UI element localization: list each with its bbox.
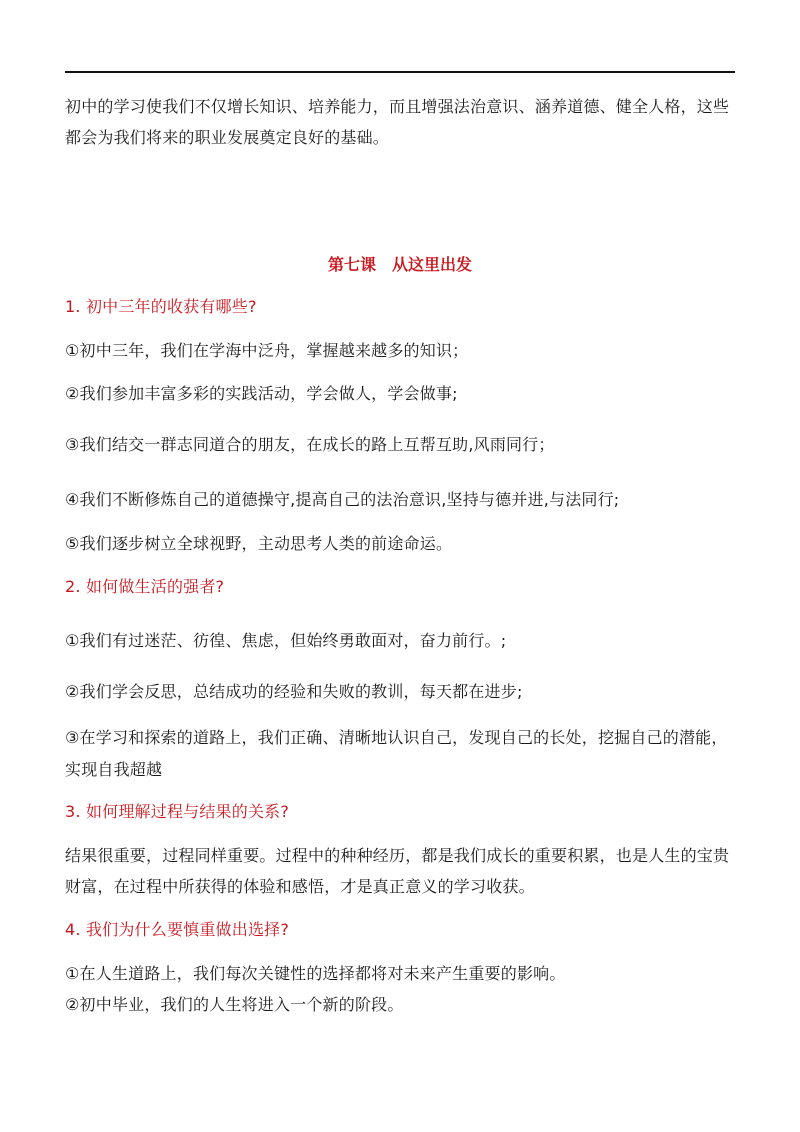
answer-1-line-4: ④我们不断修炼自己的道德操守,提高自己的法治意识,坚持与德并进,与法同行; xyxy=(65,490,620,509)
question-1: 1. 初中三年的收获有哪些? xyxy=(65,297,257,316)
question-2: 2. 如何做生活的强者? xyxy=(65,577,225,596)
answer-3-line-1: 结果很重要，过程同样重要。过程中的种种经历，都是我们成长的重要积累，也是人生的宝贵 xyxy=(65,846,730,865)
answer-1-line-1: ①初中三年，我们在学海中泛舟，掌握越来越多的知识； xyxy=(65,341,469,360)
intro-line-2: 都会为我们将来的职业发展奠定良好的基础。 xyxy=(65,128,390,147)
answer-4-line-2: ②初中毕业，我们的人生将进入一个新的阶段。 xyxy=(65,995,404,1014)
question-3: 3. 如何理解过程与结果的关系? xyxy=(65,802,290,821)
answer-1-line-2: ②我们参加丰富多彩的实践活动，学会做人，学会做事; xyxy=(65,384,458,403)
answer-2-line-2: ②我们学会反思，总结成功的经验和失败的教训，每天都在进步; xyxy=(65,682,523,701)
intro-line-1: 初中的学习使我们不仅增长知识、培养能力，而且增强法治意识、涵养道德、健全人格，这些 xyxy=(65,97,730,116)
answer-2-line-4: 实现自我超越 xyxy=(65,760,163,779)
question-4: 4. 我们为什么要慎重做出选择? xyxy=(65,920,290,939)
header-rule xyxy=(65,71,735,73)
answer-1-line-3: ③我们结交一群志同道合的朋友，在成长的路上互帮互助,风雨同行； xyxy=(65,435,555,454)
answer-4-line-1: ①在人生道路上，我们每次关键性的选择都将对未来产生重要的影响。 xyxy=(65,964,566,983)
answer-2-line-3: ③在学习和探索的道路上，我们正确、清晰地认识自己，发现自己的长处，挖掘自己的潜能， xyxy=(65,728,728,747)
answer-1-line-5: ⑤我们逐步树立全球视野，主动思考人类的前途命运。 xyxy=(65,534,453,553)
answer-3-line-2: 财富，在过程中所获得的体验和感悟，才是真正意义的学习收获。 xyxy=(65,877,535,896)
lesson-title: 第七课 从这里出发 xyxy=(327,255,472,274)
answer-2-line-1: ①我们有过迷茫、彷徨、焦虑，但始终勇敢面对，奋力前行。; xyxy=(65,631,507,650)
